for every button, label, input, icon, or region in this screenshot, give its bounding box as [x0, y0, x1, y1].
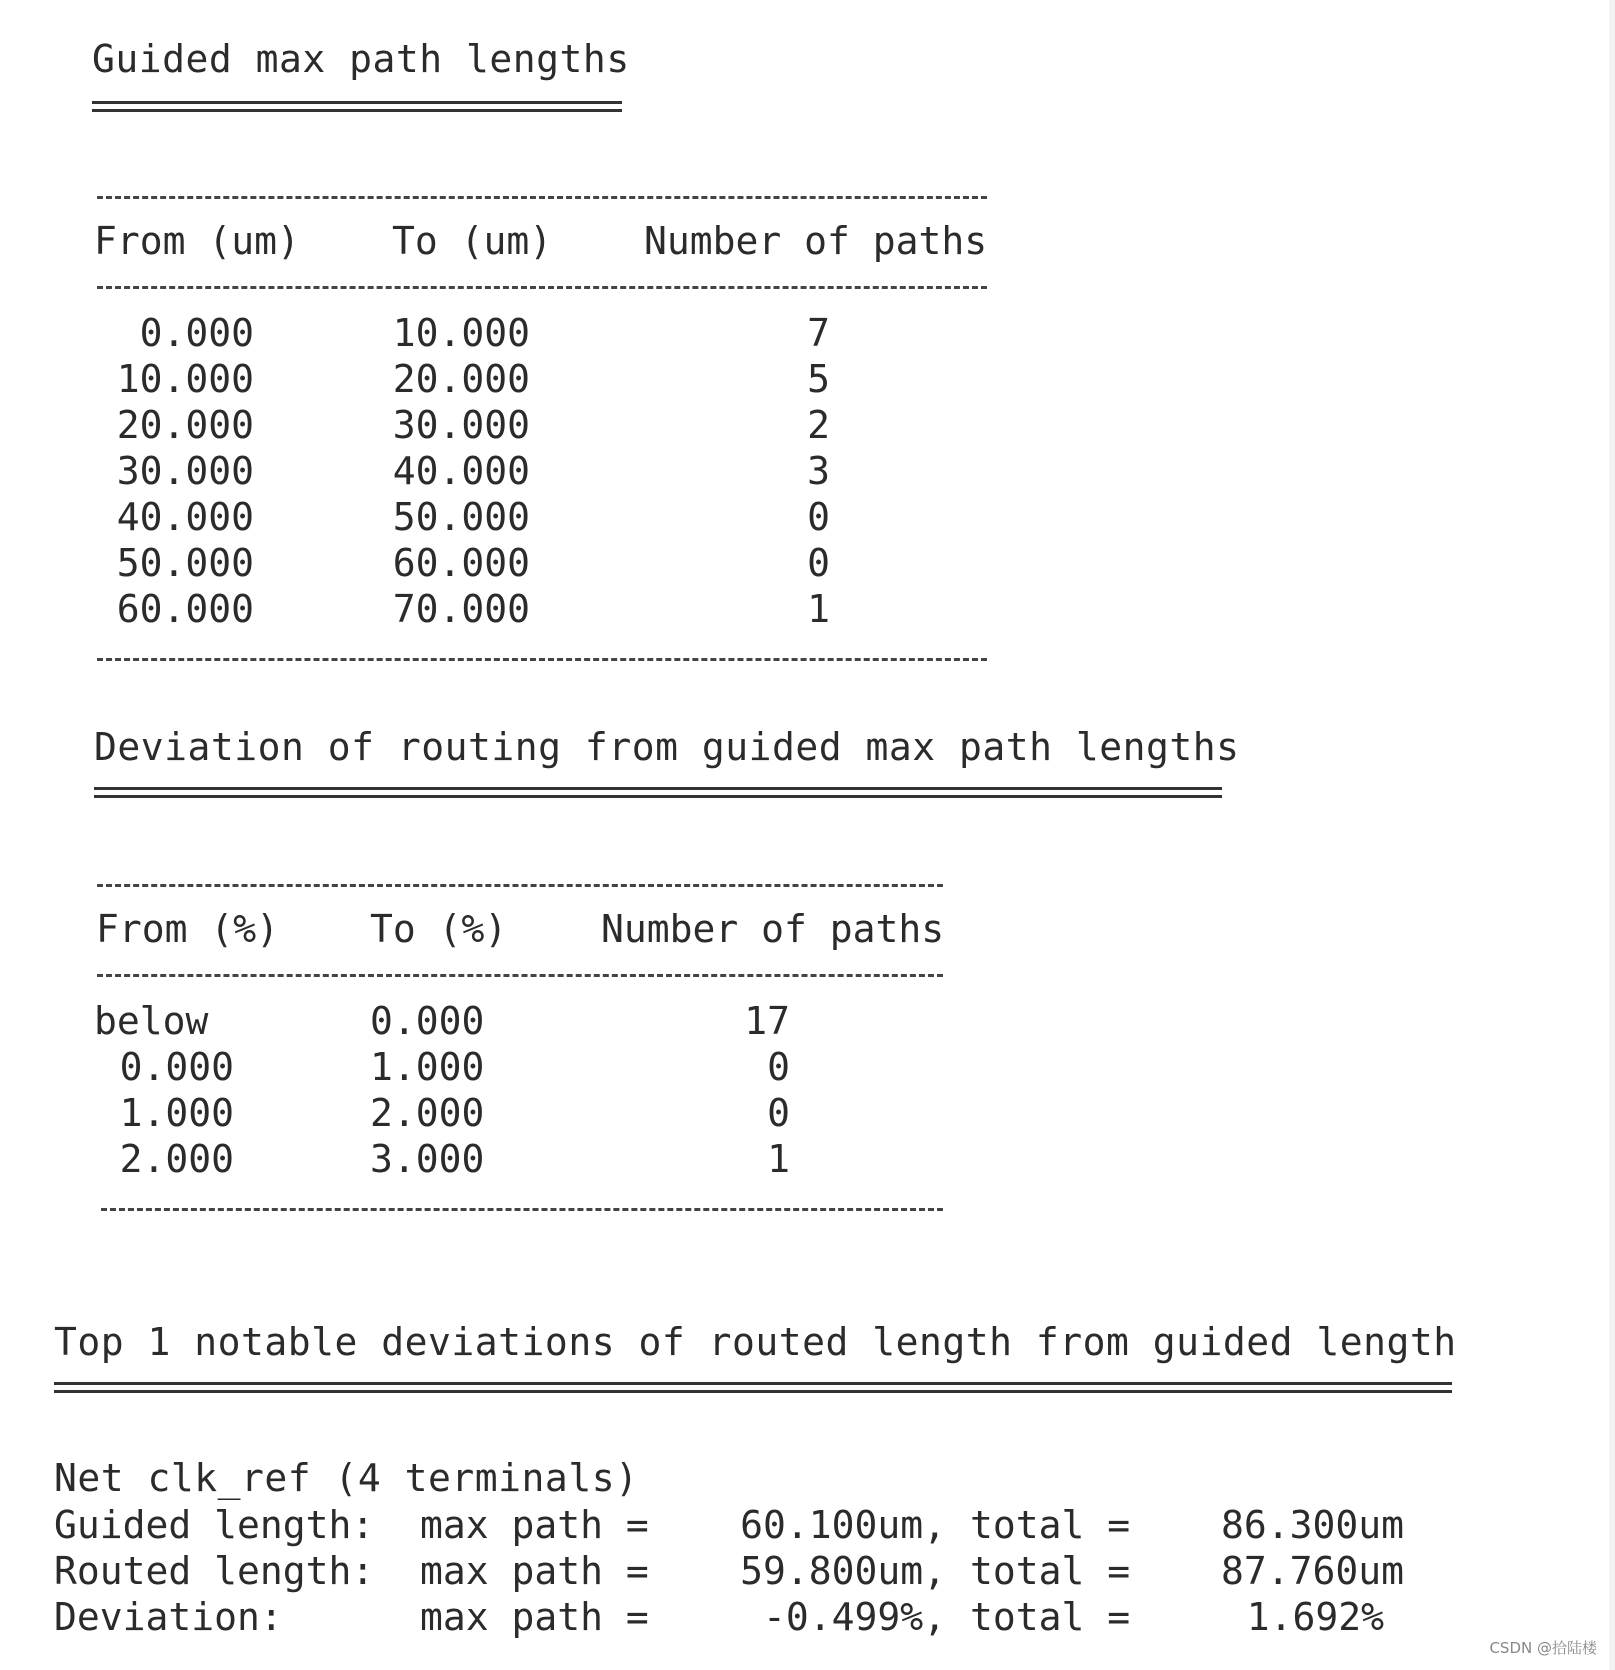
section2-table-header-rule [97, 974, 943, 977]
row-count: 3 [807, 449, 830, 493]
row-max-value: 60.100um, [740, 1503, 946, 1547]
section3-title: Top 1 notable deviations of routed length from guided length [54, 1320, 1457, 1364]
row-from: below [94, 999, 209, 1043]
section1-title: Guided max path lengths [92, 37, 630, 81]
section1-header-to: To (um) [392, 219, 553, 263]
row-to: 10.000 [392, 311, 530, 355]
row-to: 1.000 [370, 1045, 485, 1089]
row-from: 60.000 [116, 587, 254, 631]
row-to: 20.000 [392, 357, 530, 401]
section1-table-top-rule [97, 196, 987, 199]
section1-title-underline [92, 101, 622, 104]
section2-title-underline [94, 787, 1222, 790]
section1-header-count: Number of paths [644, 219, 988, 263]
row-count: 1 [767, 1137, 790, 1181]
row-count: 1 [807, 587, 830, 631]
row-count: 5 [807, 357, 830, 401]
row-from: 10.000 [116, 357, 254, 401]
right-edge-shade [1609, 0, 1615, 1670]
row-count: 0 [767, 1045, 790, 1089]
row-from: 30.000 [116, 449, 254, 493]
row-from: 0.000 [139, 311, 254, 355]
net-line: Net clk_ref (4 terminals) [54, 1456, 639, 1500]
row-to: 60.000 [392, 541, 530, 585]
section2-header-count: Number of paths [601, 907, 945, 951]
row-count: 17 [744, 999, 790, 1043]
section1-table-header-rule [97, 286, 987, 289]
row-count: 0 [807, 541, 830, 585]
row-max-label: max path = [420, 1595, 649, 1639]
watermark: CSDN @拾陆楼 [1489, 1639, 1597, 1657]
row-from: 0.000 [119, 1045, 234, 1089]
row-to: 40.000 [392, 449, 530, 493]
row-total-label: total = [970, 1595, 1131, 1639]
section2-table-bottom-rule [101, 1208, 943, 1211]
row-max-label: max path = [420, 1549, 649, 1593]
row-to: 70.000 [392, 587, 530, 631]
row-from: 1.000 [119, 1091, 234, 1135]
row-total-value: 87.760um [1220, 1549, 1404, 1593]
row-from: 2.000 [119, 1137, 234, 1181]
row-count: 7 [807, 311, 830, 355]
row-label: Guided length: [54, 1503, 375, 1547]
row-to: 0.000 [370, 999, 485, 1043]
row-to: 30.000 [392, 403, 530, 447]
row-total-value: 1.692% [1246, 1595, 1384, 1639]
row-total-label: total = [970, 1503, 1131, 1547]
row-to: 50.000 [392, 495, 530, 539]
section1-table-bottom-rule [97, 658, 987, 661]
row-from: 40.000 [116, 495, 254, 539]
row-from: 20.000 [116, 403, 254, 447]
row-max-value: -0.499%, [762, 1595, 946, 1639]
row-count: 0 [767, 1091, 790, 1135]
row-max-label: max path = [420, 1503, 649, 1547]
row-to: 3.000 [370, 1137, 485, 1181]
row-label: Routed length: [54, 1549, 375, 1593]
row-total-value: 86.300um [1220, 1503, 1404, 1547]
section2-header-to: To (%) [370, 907, 508, 951]
row-to: 2.000 [370, 1091, 485, 1135]
section3-title-underline [54, 1382, 1452, 1385]
section1-header-from: From (um) [94, 219, 300, 263]
row-count: 0 [807, 495, 830, 539]
section2-header-from: From (%) [96, 907, 280, 951]
row-label: Deviation: [54, 1595, 283, 1639]
section2-table-top-rule [97, 884, 943, 887]
section2-title: Deviation of routing from guided max path lengths [94, 725, 1240, 769]
row-count: 2 [807, 403, 830, 447]
row-from: 50.000 [116, 541, 254, 585]
row-max-value: 59.800um, [740, 1549, 946, 1593]
row-total-label: total = [970, 1549, 1131, 1593]
